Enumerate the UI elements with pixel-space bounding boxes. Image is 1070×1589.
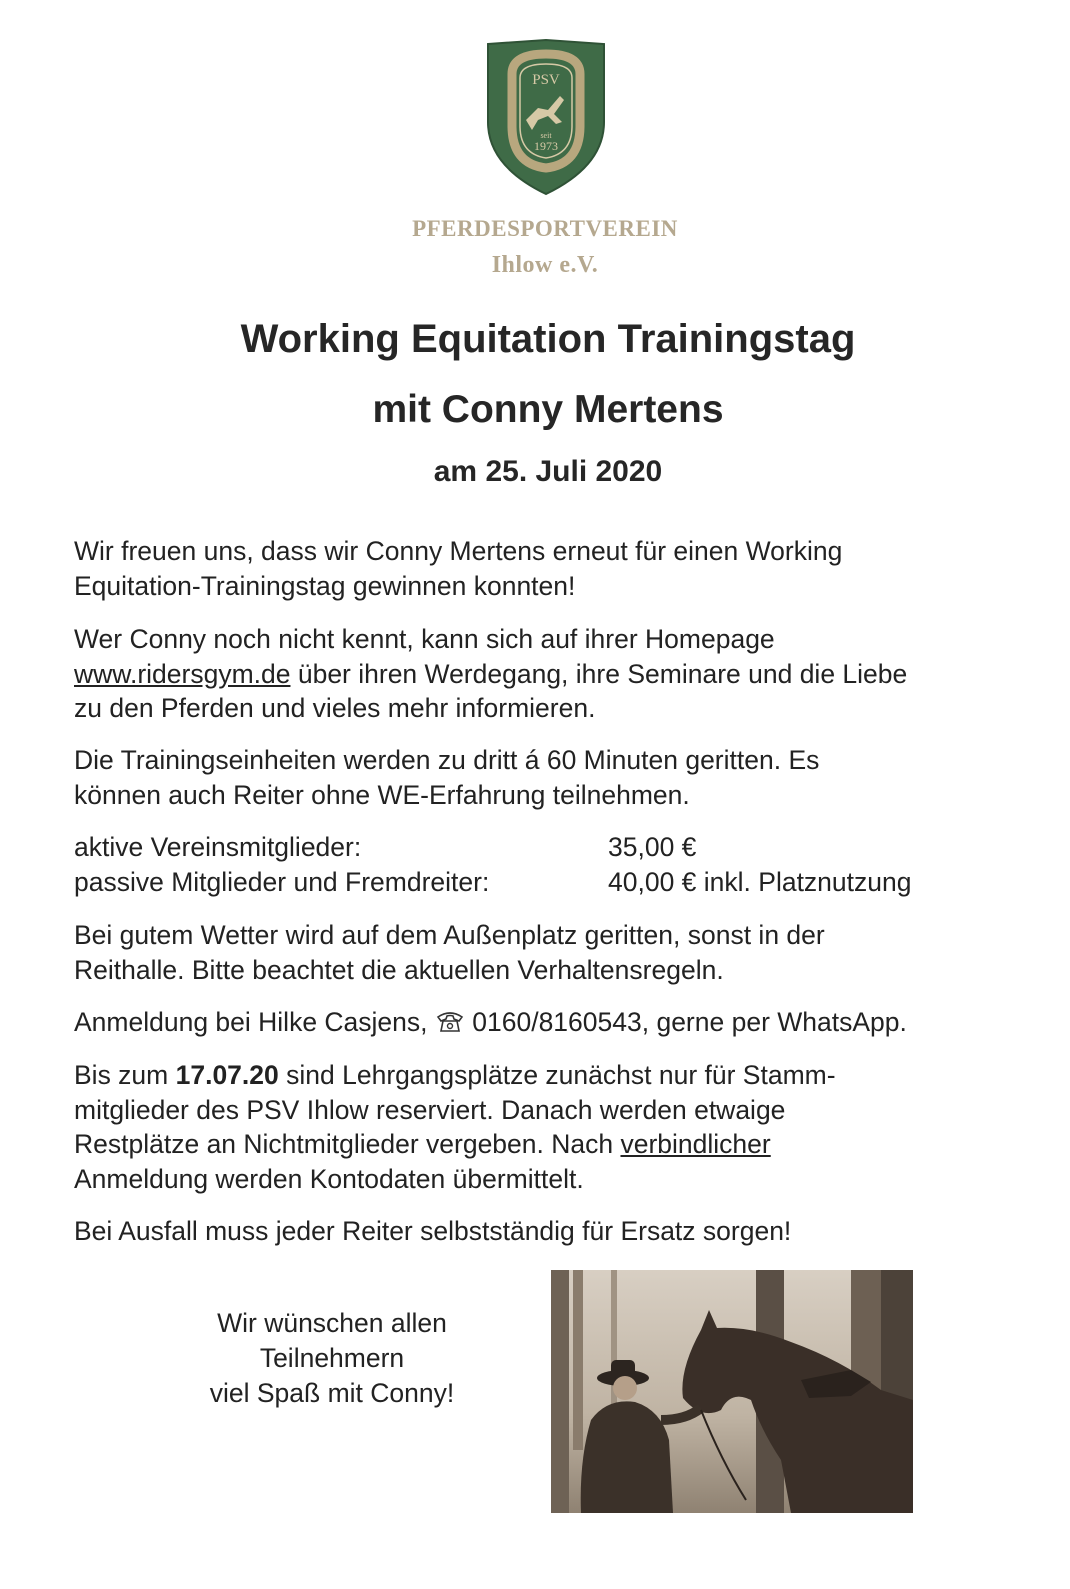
crest-year: 1973 xyxy=(534,139,558,153)
telephone-icon xyxy=(435,1008,465,1034)
homepage-link[interactable]: www.ridersgym.de xyxy=(74,658,291,689)
event-date: am 25. Juli 2020 xyxy=(433,455,663,488)
deadline-line3-before: Restplätze an Nichtmitglieder vergeben. Nach xyxy=(74,1129,621,1159)
homepage-paragraph xyxy=(74,622,907,726)
price-table xyxy=(74,830,911,899)
intro-line1: Wir freuen uns, dass wir Conny Mertens erneut für einen Working xyxy=(74,536,843,566)
closing-message xyxy=(150,1306,514,1411)
registration-after: 0160/8160543, gerne per WhatsApp. xyxy=(464,1007,907,1037)
deadline-line1 xyxy=(74,1058,836,1093)
price-row xyxy=(74,830,911,865)
closing-line2: Teilnehmern xyxy=(259,1343,405,1373)
price-label: passive Mitglieder und Fremdreiter: xyxy=(74,866,490,897)
price-row xyxy=(74,865,911,900)
club-name-line2: Ihlow e.V. xyxy=(491,252,599,278)
deadline-paragraph xyxy=(74,1058,836,1196)
deadline-line2: mitglieder des PSV Ihlow reserviert. Danach werden etwaige xyxy=(74,1094,786,1125)
homepage-line3: zu den Pferden und vieles mehr informieren. xyxy=(74,693,596,723)
registration-paragraph xyxy=(74,1005,907,1040)
training-line1: Die Trainingseinheiten werden zu dritt á 60 Minuten geritten. Es xyxy=(74,745,820,775)
price-label: aktive Vereinsmitglieder: xyxy=(74,832,362,862)
rider-horse-photo xyxy=(551,1270,913,1513)
crest-initials: PSV xyxy=(532,72,560,88)
weather-line2: Reithalle. Bitte beachtet die aktuellen Verhaltensregeln. xyxy=(74,954,724,985)
closing-line1: Wir wünschen allen xyxy=(217,1308,447,1338)
intro-line2: Equitation-Trainingstag gewinnen konnten! xyxy=(74,570,576,601)
crest-seit: seit xyxy=(540,131,552,140)
weather-line1: Bei gutem Wetter wird auf dem Außenplatz geritten, sonst in der xyxy=(74,920,825,950)
registration-before: Anmeldung bei Hilke Casjens, xyxy=(74,1007,435,1037)
deadline-line1-rest: sind Lehrgangsplätze zunächst nur für Stamm- xyxy=(278,1060,836,1090)
weather-paragraph xyxy=(74,918,825,987)
homepage-line2-rest: über ihren Werdegang, ihre Seminare und die Liebe xyxy=(290,658,908,689)
page-title-line2: mit Conny Mertens xyxy=(372,388,724,431)
deadline-line3 xyxy=(74,1127,836,1162)
deadline-date: 17.07.20 xyxy=(175,1060,279,1090)
homepage-line2 xyxy=(74,657,907,692)
intro-paragraph xyxy=(74,534,842,603)
closing-line3: viel Spaß mit Conny! xyxy=(209,1378,455,1408)
price-value: 40,00 € inkl. Platznutzung xyxy=(608,866,912,897)
club-name-line1: PFERDESPORTVEREIN xyxy=(412,216,678,241)
training-paragraph xyxy=(74,743,819,812)
psv-crest-logo xyxy=(482,38,610,198)
page-title-line1: Working Equitation Trainingstag xyxy=(240,317,856,361)
training-line2: können auch Reiter ohne WE-Erfahrung teilnehmen. xyxy=(74,779,690,810)
deadline-before: Bis zum xyxy=(74,1060,176,1090)
binding-underlined: verbindlicher xyxy=(620,1129,771,1159)
homepage-line1: Wer Conny noch nicht kennt, kann sich auf ihrer Homepage xyxy=(74,624,775,654)
price-value: 35,00 € xyxy=(608,832,697,862)
deadline-line4: Anmeldung werden Kontodaten übermittelt. xyxy=(74,1163,584,1194)
cancellation-paragraph: Bei Ausfall muss jeder Reiter selbstständig für Ersatz sorgen! xyxy=(74,1216,792,1246)
